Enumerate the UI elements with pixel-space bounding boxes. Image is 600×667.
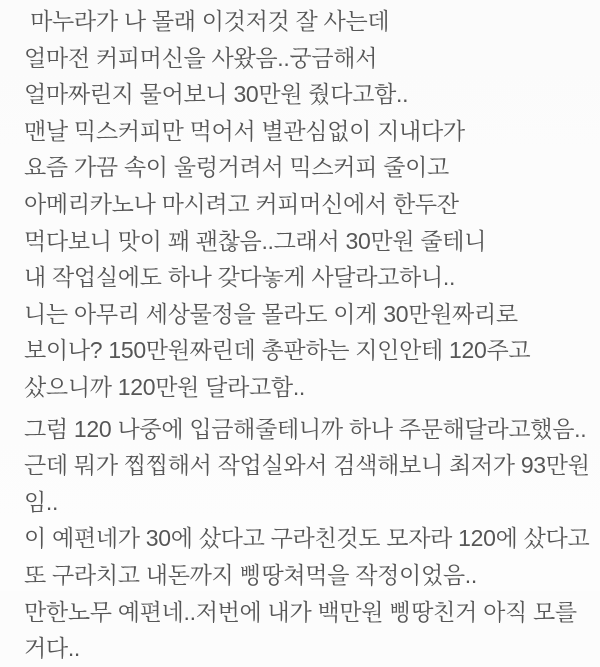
text-line: 이 예편네가 30에 샀다고 구라친것도 모자라 120에 샀다고 (24, 525, 590, 552)
text-line: 샀으니까 120만원 달라고함.. (24, 373, 306, 400)
text-line: 얼마전 커피머신을 사왔음..궁금해서 (24, 44, 378, 71)
text-line: 아메리카노나 마시려고 커피머신에서 한두잔 (24, 190, 459, 217)
text-line: 그럼 120 나중에 입금해줄테니까 하나 주문해달라고했음.. (24, 415, 587, 442)
text-line: 맨날 믹스커피만 먹어서 별관심없이 지내다가 (24, 117, 465, 144)
paragraph (24, 3, 592, 406)
text-line: 보이나? 150만원짜린데 총판하는 지인안테 120주고 (24, 337, 531, 364)
text-line: 또 구라치고 내돈까지 삥땅쳐먹을 작정이었음.. (24, 561, 477, 588)
text-line: 요즘 가끔 속이 울렁거려서 믹스커피 줄이고 (24, 154, 449, 181)
text-line: 근데 뭐가 찝찝해서 작업실와서 검색해보니 최저가 93만원임.. (24, 452, 590, 515)
text-line: 먹다보니 맛이 꽤 괜찮음..그래서 30만원 줄테니 (24, 227, 487, 254)
paragraph (24, 411, 592, 667)
text-line: 얼마짜린지 물어보니 30만원 줬다고함.. (24, 81, 409, 108)
text-line: 만한노무 예편네..저번에 내가 백만원 삥땅친거 아직 모를거다.. (24, 598, 577, 662)
text-line: 마누라가 나 몰래 이것저것 잘 사는데 (24, 8, 390, 34)
text-line: 내 작업실에도 하나 갖다놓게 사달라고하니.. (24, 264, 456, 291)
text-line: 니는 아무리 세상물정을 몰라도 이게 30만원짜리로 (24, 300, 518, 327)
